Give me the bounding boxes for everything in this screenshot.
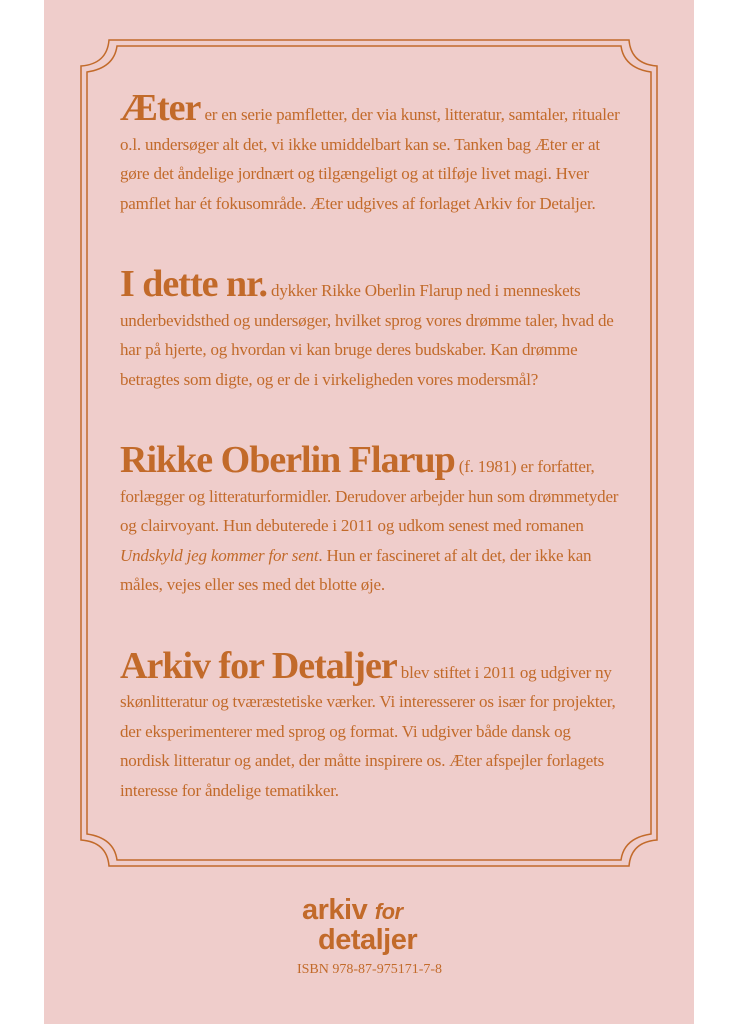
- publisher-logo: [302, 896, 417, 954]
- section-aeter: [120, 87, 620, 218]
- section-heading: Rikke Oberlin Flarup: [120, 439, 455, 481]
- logo-word-arkiv: arkiv: [302, 894, 368, 926]
- section-text: dykker Rikke Oberlin Flarup ned i menneskets underbevidsthed og undersøger, hvilket sprog vores drømme taler, hvad de har på hjerte, og hvordan vi kan bruge deres budskaber. Kan drømme betragtes som digte, og er de i virkeligheden vores modersmål?: [120, 281, 614, 389]
- section-heading: Æter: [120, 87, 201, 129]
- section-heading: I dette nr.: [120, 263, 267, 305]
- logo-word-for: for: [374, 899, 403, 924]
- section-publisher: [120, 644, 620, 806]
- isbn: ISBN 978-87-975171-7-8: [296, 962, 443, 977]
- section-text: (f. 1981) er forfatter, forlægger og litteraturformidler. Derudover arbejder hun som drømmetyder og clairvoyant. Hun debuterede i 2011 og udkom senest med romanen: [120, 457, 619, 535]
- section-text: blev stiftet i 2011 og udgiver ny skønlitteratur og tværæstetiske værker. Vi interesserer os især for projekter, der eksperimenterer med sprog og format. Vi udgiver både dansk og nordisk litteratur og andet, der måtte inspirere os. Æter afspejler forlagets interesse for åndelige tematikker.: [120, 662, 616, 800]
- section-heading: Arkiv for Detaljer: [120, 644, 397, 687]
- book-title: Undskyld jeg kommer for sent: [120, 545, 319, 565]
- section-this-issue: [120, 263, 620, 394]
- section-text: er en serie pamfletter, der via kunst, litteratur, samtaler, ritualer o.l. undersøger alt det, vi ikke umiddelbart kan se. Tanken bag Æter er at gøre det åndelige jordnært og tilgængeligt og at tilføje livet magi. Hver pamflet har ét fokusområde. Æter udgives af forlaget Arkiv for Detaljer.: [120, 105, 620, 213]
- section-text: . Hun er fascineret af alt det, der ikke kan måles, vejes eller ses med det blotte øje.: [120, 545, 592, 594]
- text-block: [120, 87, 620, 857]
- logo-word-detaljer: detaljer: [318, 924, 418, 956]
- section-author: [120, 439, 620, 600]
